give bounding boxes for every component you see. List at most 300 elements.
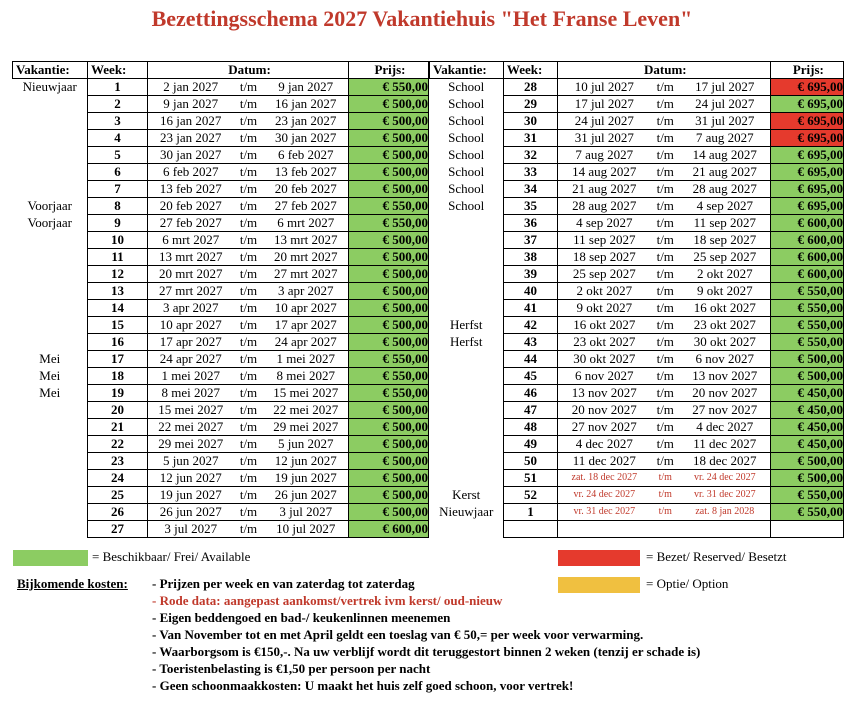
date-from-cell: 16 jan 2027 xyxy=(148,113,234,130)
vakantie-cell xyxy=(13,232,88,249)
extra-cost-text: - Waarborgsom is €150,-. Na uw verblijf wordt dit teruggestort binnen 2 weken (tenzij er schade is) xyxy=(152,644,701,659)
right-row xyxy=(430,385,844,402)
week-cell: 7 xyxy=(88,181,148,198)
price-cell: € 550,00 xyxy=(349,351,429,368)
price-cell: € 600,00 xyxy=(770,232,843,249)
price-cell: € 695,00 xyxy=(770,147,843,164)
week-cell: 33 xyxy=(503,164,557,181)
vakantie-cell xyxy=(13,521,88,538)
week-cell: 23 xyxy=(88,453,148,470)
date-from-cell: 7 aug 2027 xyxy=(557,147,650,164)
week-cell: 31 xyxy=(503,130,557,147)
date-to-cell: 14 aug 2027 xyxy=(680,147,770,164)
week-cell: 3 xyxy=(88,113,148,130)
tm-cell: t/m xyxy=(234,79,264,96)
price-cell: € 695,00 xyxy=(770,181,843,198)
left-row xyxy=(13,300,429,317)
date-to-cell: 3 jul 2027 xyxy=(264,504,349,521)
tm-cell: t/m xyxy=(651,249,680,266)
date-from-cell: 14 aug 2027 xyxy=(557,164,650,181)
tm-cell: t/m xyxy=(651,130,680,147)
left-row xyxy=(13,402,429,419)
vakantie-cell xyxy=(430,351,504,368)
tm-cell: t/m xyxy=(234,147,264,164)
tm-cell: t/m xyxy=(234,419,264,436)
date-to-cell: 4 dec 2027 xyxy=(680,419,770,436)
tm-cell: t/m xyxy=(234,487,264,504)
right-row xyxy=(430,130,844,147)
week-cell: 14 xyxy=(88,300,148,317)
header-vakantie: Vakantie: xyxy=(13,62,88,79)
date-to-cell: 25 sep 2027 xyxy=(680,249,770,266)
price-cell: € 500,00 xyxy=(349,181,429,198)
tm-cell: t/m xyxy=(651,266,680,283)
date-to-cell: 20 mrt 2027 xyxy=(264,249,349,266)
week-cell: 1 xyxy=(88,79,148,96)
price-cell: € 550,00 xyxy=(349,385,429,402)
date-to-cell: 18 dec 2027 xyxy=(680,453,770,470)
date-to-cell: 28 aug 2027 xyxy=(680,181,770,198)
price-cell: € 500,00 xyxy=(349,436,429,453)
date-to-cell: 17 jul 2027 xyxy=(680,79,770,96)
week-cell: 8 xyxy=(88,198,148,215)
date-from-cell: 13 feb 2027 xyxy=(148,181,234,198)
tm-cell: t/m xyxy=(234,334,264,351)
price-cell: € 500,00 xyxy=(349,283,429,300)
price-cell: € 500,00 xyxy=(349,504,429,521)
date-from-cell: zat. 18 dec 2027 xyxy=(557,470,650,487)
date-from-cell: 9 okt 2027 xyxy=(557,300,650,317)
right-row xyxy=(430,249,844,266)
date-from-cell: 1 mei 2027 xyxy=(148,368,234,385)
left-row xyxy=(13,147,429,164)
vakantie-cell: School xyxy=(448,164,485,179)
tm-cell: t/m xyxy=(651,164,680,181)
right-row xyxy=(430,402,844,419)
date-to-cell: 27 nov 2027 xyxy=(680,402,770,419)
vakantie-cell: School xyxy=(448,113,485,128)
tm-cell: t/m xyxy=(234,504,264,521)
date-from-cell: 6 feb 2027 xyxy=(148,164,234,181)
price-cell: € 500,00 xyxy=(770,453,843,470)
price-cell: € 500,00 xyxy=(349,164,429,181)
tm-cell: t/m xyxy=(234,113,264,130)
date-to-cell: 20 nov 2027 xyxy=(680,385,770,402)
price-cell: € 695,00 xyxy=(770,79,843,96)
tm-cell: t/m xyxy=(651,198,680,215)
tm-cell: t/m xyxy=(651,334,680,351)
tm-cell: t/m xyxy=(234,351,264,368)
tm-cell: t/m xyxy=(234,164,264,181)
date-to-cell: 11 sep 2027 xyxy=(680,215,770,232)
date-to-cell: 5 jun 2027 xyxy=(264,436,349,453)
week-cell: 40 xyxy=(503,283,557,300)
vakantie-cell xyxy=(13,504,88,521)
date-to-cell: 19 jun 2027 xyxy=(264,470,349,487)
date-to-cell: 30 okt 2027 xyxy=(680,334,770,351)
week-cell: 12 xyxy=(88,266,148,283)
date-from-cell: 25 sep 2027 xyxy=(557,266,650,283)
left-row xyxy=(13,521,429,538)
extra-cost-line xyxy=(17,593,700,610)
date-from-cell xyxy=(557,521,650,538)
tm-cell: t/m xyxy=(234,317,264,334)
right-row xyxy=(430,334,844,351)
vakantie-cell xyxy=(430,521,504,538)
date-to-cell: vr. 31 dec 2027 xyxy=(680,487,770,504)
date-from-cell: 12 jun 2027 xyxy=(148,470,234,487)
date-from-cell: 18 sep 2027 xyxy=(557,249,650,266)
extra-cost-text: - Geen schoonmaakkosten: U maakt het huis zelf goed schoon, voor vertrek! xyxy=(152,678,574,693)
price-cell: € 550,00 xyxy=(770,283,843,300)
week-cell: 52 xyxy=(503,487,557,504)
vakantie-cell: Herfst xyxy=(449,317,483,332)
date-from-cell: 8 mei 2027 xyxy=(148,385,234,402)
tm-cell xyxy=(651,521,680,538)
price-cell: € 500,00 xyxy=(349,300,429,317)
date-to-cell: 4 sep 2027 xyxy=(680,198,770,215)
vakantie-cell: Voorjaar xyxy=(27,215,73,230)
price-cell: € 695,00 xyxy=(770,130,843,147)
week-cell: 30 xyxy=(503,113,557,130)
vakantie-cell xyxy=(430,470,504,487)
tm-cell: t/m xyxy=(651,385,680,402)
right-row xyxy=(430,198,844,215)
left-row xyxy=(13,198,429,215)
date-from-cell: 17 jul 2027 xyxy=(557,96,650,113)
vakantie-cell xyxy=(430,215,504,232)
tm-cell: t/m xyxy=(234,453,264,470)
vakantie-cell: School xyxy=(448,198,485,213)
vakantie-cell xyxy=(13,283,88,300)
tm-cell: t/m xyxy=(651,113,680,130)
price-cell: € 500,00 xyxy=(349,266,429,283)
date-from-cell: vr. 24 dec 2027 xyxy=(557,487,650,504)
price-cell: € 500,00 xyxy=(349,419,429,436)
right-row xyxy=(430,113,844,130)
price-cell: € 500,00 xyxy=(349,130,429,147)
date-to-cell: zat. 8 jan 2028 xyxy=(680,504,770,521)
date-from-cell: 28 aug 2027 xyxy=(557,198,650,215)
date-from-cell: 20 nov 2027 xyxy=(557,402,650,419)
price-cell: € 500,00 xyxy=(349,96,429,113)
date-from-cell: 30 okt 2027 xyxy=(557,351,650,368)
date-to-cell: 22 mei 2027 xyxy=(264,402,349,419)
vakantie-cell xyxy=(13,470,88,487)
left-row xyxy=(13,453,429,470)
date-from-cell: 15 mei 2027 xyxy=(148,402,234,419)
week-cell: 39 xyxy=(503,266,557,283)
vakantie-cell xyxy=(430,249,504,266)
vakantie-cell xyxy=(13,487,88,504)
date-from-cell: 23 okt 2027 xyxy=(557,334,650,351)
vakantie-cell: Mei xyxy=(39,368,61,383)
date-to-cell: 17 apr 2027 xyxy=(264,317,349,334)
tm-cell: t/m xyxy=(651,181,680,198)
date-from-cell: 3 jul 2027 xyxy=(148,521,234,538)
right-row xyxy=(430,470,844,487)
extra-cost-line xyxy=(17,661,700,678)
price-cell: € 695,00 xyxy=(770,113,843,130)
vakantie-cell xyxy=(13,249,88,266)
left-row xyxy=(13,436,429,453)
week-cell: 16 xyxy=(88,334,148,351)
left-row xyxy=(13,130,429,147)
tm-cell: t/m xyxy=(651,283,680,300)
tm-cell: t/m xyxy=(651,232,680,249)
left-row xyxy=(13,266,429,283)
schedule-table-right xyxy=(429,61,844,538)
left-row xyxy=(13,113,429,130)
price-cell: € 600,00 xyxy=(349,521,429,538)
tm-cell: t/m xyxy=(651,453,680,470)
tm-cell: t/m xyxy=(234,283,264,300)
date-to-cell: 16 jan 2027 xyxy=(264,96,349,113)
price-cell: € 500,00 xyxy=(349,453,429,470)
date-from-cell: 24 apr 2027 xyxy=(148,351,234,368)
week-cell: 34 xyxy=(503,181,557,198)
tm-cell: t/m xyxy=(651,419,680,436)
date-from-cell: 3 apr 2027 xyxy=(148,300,234,317)
week-cell: 44 xyxy=(503,351,557,368)
price-cell: € 500,00 xyxy=(349,232,429,249)
week-cell: 42 xyxy=(503,317,557,334)
date-from-cell: 16 okt 2027 xyxy=(557,317,650,334)
price-cell: € 695,00 xyxy=(770,164,843,181)
right-row xyxy=(430,164,844,181)
vakantie-cell xyxy=(13,317,88,334)
week-cell: 25 xyxy=(88,487,148,504)
price-cell: € 600,00 xyxy=(770,215,843,232)
left-row xyxy=(13,249,429,266)
tm-cell: t/m xyxy=(651,300,680,317)
date-from-cell: 13 nov 2027 xyxy=(557,385,650,402)
vakantie-cell xyxy=(13,164,88,181)
date-to-cell: 9 okt 2027 xyxy=(680,283,770,300)
right-row xyxy=(430,266,844,283)
tm-cell: t/m xyxy=(234,96,264,113)
price-cell: € 450,00 xyxy=(770,436,843,453)
left-row xyxy=(13,419,429,436)
week-cell: 49 xyxy=(503,436,557,453)
date-from-cell: 22 mei 2027 xyxy=(148,419,234,436)
week-cell: 28 xyxy=(503,79,557,96)
price-cell: € 550,00 xyxy=(349,198,429,215)
header-prijs: Prijs: xyxy=(349,62,429,79)
date-from-cell: 24 jul 2027 xyxy=(557,113,650,130)
vakantie-cell: Herfst xyxy=(449,334,483,349)
date-to-cell xyxy=(680,521,770,538)
vakantie-cell xyxy=(430,300,504,317)
right-row xyxy=(430,351,844,368)
vakantie-cell xyxy=(430,266,504,283)
vakantie-cell xyxy=(13,419,88,436)
tm-cell: t/m xyxy=(651,436,680,453)
date-to-cell: 30 jan 2027 xyxy=(264,130,349,147)
right-row xyxy=(430,317,844,334)
left-row xyxy=(13,232,429,249)
week-cell: 17 xyxy=(88,351,148,368)
vakantie-cell xyxy=(13,266,88,283)
price-cell: € 550,00 xyxy=(770,317,843,334)
extra-cost-line xyxy=(17,610,700,627)
price-cell: € 600,00 xyxy=(770,249,843,266)
vakantie-cell: Nieuwjaar xyxy=(22,79,77,95)
date-to-cell: 10 apr 2027 xyxy=(264,300,349,317)
left-row xyxy=(13,504,429,521)
vakantie-cell: School xyxy=(448,79,485,95)
vakantie-cell xyxy=(13,436,88,453)
vakantie-cell xyxy=(13,453,88,470)
date-to-cell: 7 aug 2027 xyxy=(680,130,770,147)
price-cell: € 550,00 xyxy=(349,368,429,385)
price-cell: € 500,00 xyxy=(349,113,429,130)
price-cell: € 500,00 xyxy=(770,470,843,487)
vakantie-cell xyxy=(13,181,88,198)
vakantie-cell xyxy=(13,147,88,164)
vakantie-cell xyxy=(13,96,88,113)
left-row xyxy=(13,368,429,385)
tm-cell: t/m xyxy=(651,215,680,232)
price-cell: € 550,00 xyxy=(770,504,843,521)
week-cell: 50 xyxy=(503,453,557,470)
tm-cell: t/m xyxy=(234,249,264,266)
left-row xyxy=(13,334,429,351)
price-cell: € 550,00 xyxy=(770,487,843,504)
date-from-cell: 13 mrt 2027 xyxy=(148,249,234,266)
right-row xyxy=(430,487,844,504)
right-row xyxy=(430,181,844,198)
right-row xyxy=(430,215,844,232)
tm-cell: t/m xyxy=(651,487,680,504)
date-from-cell: 2 okt 2027 xyxy=(557,283,650,300)
extra-cost-text: - Eigen beddengoed en bad-/ keukenlinnen meenemen xyxy=(152,610,451,625)
date-to-cell: 16 okt 2027 xyxy=(680,300,770,317)
left-row xyxy=(13,470,429,487)
tm-cell: t/m xyxy=(651,351,680,368)
extra-costs xyxy=(17,576,700,695)
date-from-cell: 11 sep 2027 xyxy=(557,232,650,249)
date-from-cell: 26 jun 2027 xyxy=(148,504,234,521)
tm-cell: t/m xyxy=(234,300,264,317)
date-from-cell: 2 jan 2027 xyxy=(148,79,234,96)
legend-available-swatch xyxy=(13,550,88,566)
tm-cell: t/m xyxy=(234,130,264,147)
week-cell: 18 xyxy=(88,368,148,385)
price-cell: € 500,00 xyxy=(349,402,429,419)
tm-cell: t/m xyxy=(651,147,680,164)
price-cell: € 500,00 xyxy=(349,249,429,266)
date-to-cell: 24 apr 2027 xyxy=(264,334,349,351)
week-cell xyxy=(503,521,557,538)
price-cell: € 550,00 xyxy=(349,79,429,96)
week-cell: 35 xyxy=(503,198,557,215)
date-to-cell: 15 mei 2027 xyxy=(264,385,349,402)
week-cell: 19 xyxy=(88,385,148,402)
extra-cost-line xyxy=(17,627,700,644)
extra-cost-line xyxy=(17,644,700,661)
right-row xyxy=(430,453,844,470)
tm-cell: t/m xyxy=(651,79,680,96)
header-vakantie: Vakantie: xyxy=(430,62,504,79)
legend-option-label: = Optie/ Option xyxy=(646,576,729,591)
date-to-cell: 23 jan 2027 xyxy=(264,113,349,130)
vakantie-cell: School xyxy=(448,147,485,162)
extra-cost-line xyxy=(17,678,700,695)
week-cell: 48 xyxy=(503,419,557,436)
week-cell: 38 xyxy=(503,249,557,266)
week-cell: 43 xyxy=(503,334,557,351)
date-to-cell: 21 aug 2027 xyxy=(680,164,770,181)
price-cell: € 500,00 xyxy=(349,334,429,351)
right-row xyxy=(430,419,844,436)
tm-cell: t/m xyxy=(651,402,680,419)
date-to-cell: 6 nov 2027 xyxy=(680,351,770,368)
date-to-cell: 13 nov 2027 xyxy=(680,368,770,385)
vakantie-cell xyxy=(13,334,88,351)
legend-reserved-swatch xyxy=(558,550,640,566)
tm-cell: t/m xyxy=(234,266,264,283)
week-cell: 6 xyxy=(88,164,148,181)
schedule-table-left xyxy=(12,61,429,538)
date-to-cell: 29 mei 2027 xyxy=(264,419,349,436)
legend-available-label: = Beschikbaar/ Frei/ Available xyxy=(92,549,251,564)
price-cell: € 450,00 xyxy=(770,385,843,402)
right-row xyxy=(430,147,844,164)
date-to-cell: 8 mei 2027 xyxy=(264,368,349,385)
tm-cell: t/m xyxy=(234,402,264,419)
header-datum: Datum: xyxy=(148,62,349,79)
right-row xyxy=(430,521,844,538)
week-cell: 13 xyxy=(88,283,148,300)
vakantie-cell xyxy=(430,232,504,249)
week-cell: 51 xyxy=(503,470,557,487)
price-cell xyxy=(770,521,843,538)
week-cell: 29 xyxy=(503,96,557,113)
week-cell: 27 xyxy=(88,521,148,538)
price-cell: € 550,00 xyxy=(770,334,843,351)
date-from-cell: 4 sep 2027 xyxy=(557,215,650,232)
date-to-cell: 1 mei 2027 xyxy=(264,351,349,368)
vakantie-cell xyxy=(430,385,504,402)
price-cell: € 450,00 xyxy=(770,419,843,436)
right-row xyxy=(430,368,844,385)
date-to-cell: 27 feb 2027 xyxy=(264,198,349,215)
date-to-cell: 18 sep 2027 xyxy=(680,232,770,249)
date-to-cell: 13 mrt 2027 xyxy=(264,232,349,249)
left-row xyxy=(13,351,429,368)
week-cell: 41 xyxy=(503,300,557,317)
price-cell: € 695,00 xyxy=(770,96,843,113)
date-to-cell: 12 jun 2027 xyxy=(264,453,349,470)
tm-cell: t/m xyxy=(234,215,264,232)
price-cell: € 450,00 xyxy=(770,402,843,419)
date-from-cell: 11 dec 2027 xyxy=(557,453,650,470)
tm-cell: t/m xyxy=(234,198,264,215)
vakantie-cell: Nieuwjaar xyxy=(439,504,494,519)
date-to-cell: 23 okt 2027 xyxy=(680,317,770,334)
price-cell: € 695,00 xyxy=(770,198,843,215)
left-row xyxy=(13,385,429,402)
date-from-cell: 27 mrt 2027 xyxy=(148,283,234,300)
vakantie-cell xyxy=(430,368,504,385)
date-from-cell: 27 feb 2027 xyxy=(148,215,234,232)
right-row xyxy=(430,436,844,453)
right-row xyxy=(430,504,844,521)
right-row xyxy=(430,283,844,300)
date-from-cell: 31 jul 2027 xyxy=(557,130,650,147)
page-title: Bezettingsschema 2027 Vakantiehuis "Het Franse Leven" xyxy=(151,6,693,31)
